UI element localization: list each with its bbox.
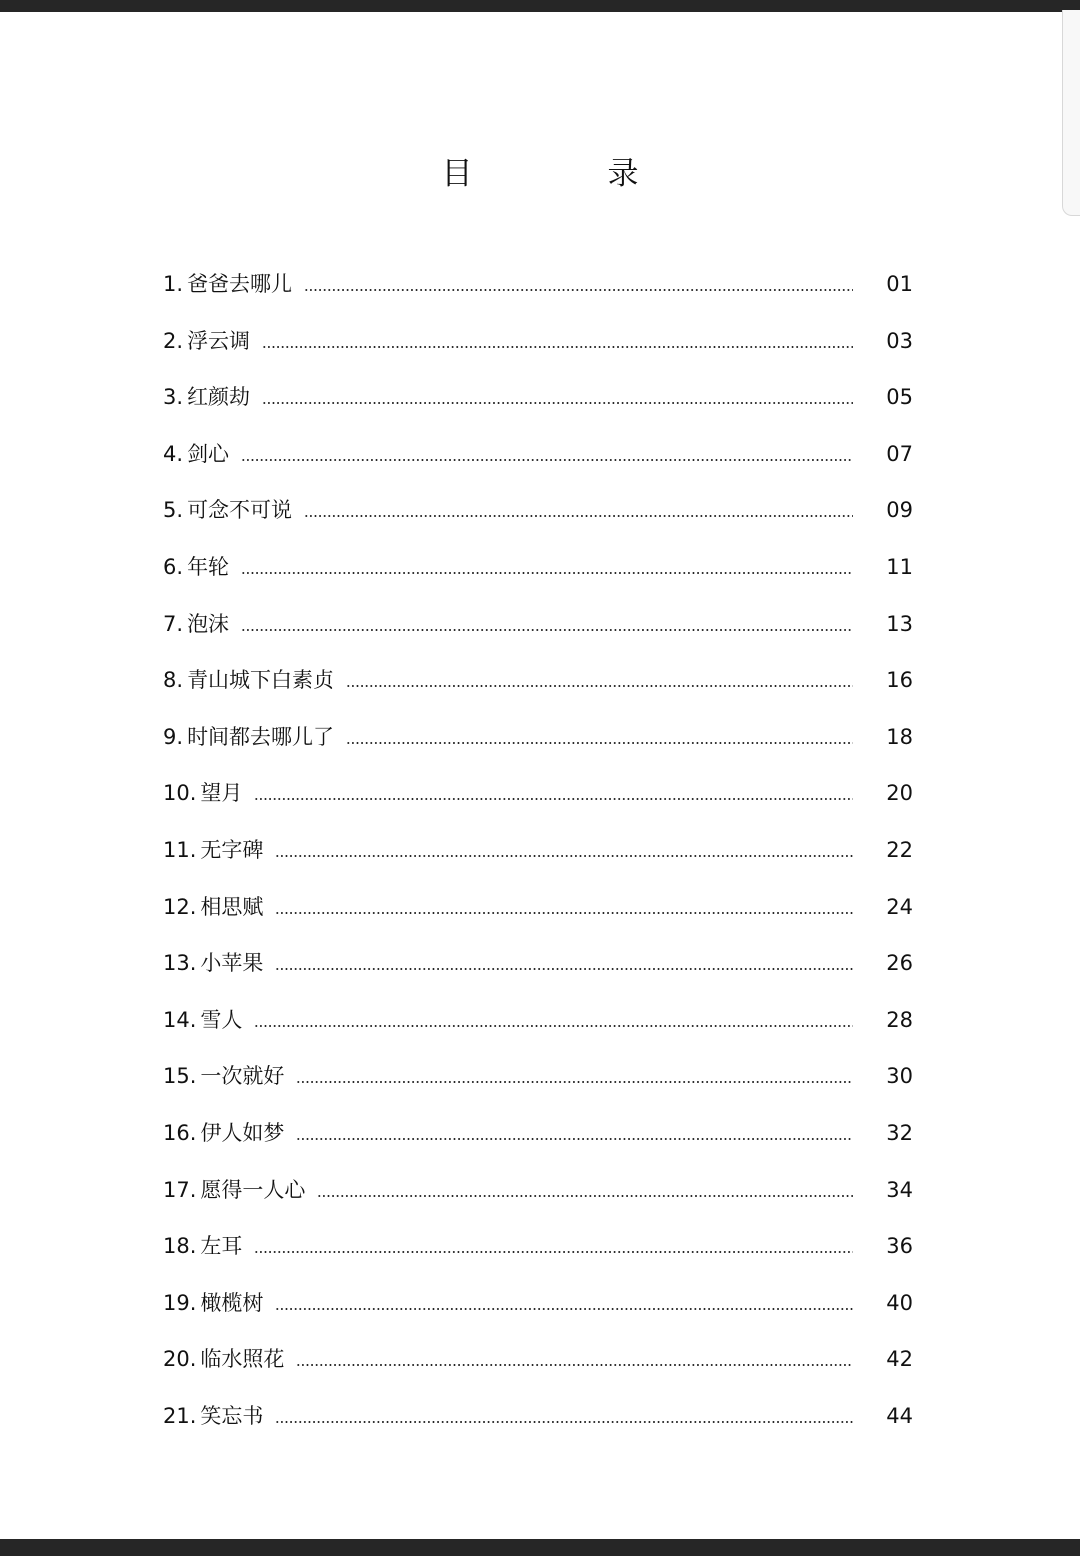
toc-dot-leader [296,1364,853,1366]
toc-entry-separator: . [176,724,184,749]
toc-entry[interactable] [163,777,913,809]
toc-entry[interactable] [163,381,913,413]
toc-entry-title: 青山城下白素贞 [187,668,335,693]
toc-dot-leader [241,572,853,574]
toc-dot-leader [241,459,853,461]
toc-entry[interactable] [163,1230,913,1262]
toc-entry[interactable] [163,1287,913,1319]
toc-dot-leader [346,685,853,687]
toc-entry-number: 19 [163,1290,190,1315]
toc-entry-separator: . [189,1347,197,1372]
toc-entry-separator: . [189,1404,197,1428]
toc-entry-title: 可念不可说 [187,498,293,523]
toc-entry-separator: . [176,555,184,579]
toc-entry-number: 13 [163,951,190,976]
toc-entry-number: 20 [163,1347,190,1372]
toc-entry-title: 一次就好 [200,1064,285,1089]
toc-entry-separator: . [176,272,184,296]
toc-entry-separator: . [189,951,197,976]
toc-dot-leader [304,289,853,291]
toc-entry[interactable] [163,494,913,526]
toc-entry-number: 11 [163,838,190,862]
toc-entry-separator: . [189,1290,197,1315]
toc-entry-page: 16 [886,668,913,693]
toc-dot-leader [275,912,853,914]
toc-entry-number: 1 [163,272,177,296]
toc-entry-title: 相思赋 [200,894,264,919]
toc-entry-page: 22 [886,838,913,862]
toc-dot-leader [262,402,853,404]
toc-dot-leader [275,855,853,857]
toc-entry-number: 3 [163,385,177,410]
toc-entry-title: 小苹果 [200,951,264,976]
toc-entry-separator: . [176,328,184,353]
toc-entry-title: 浮云调 [187,328,251,353]
toc-entry-title: 红颜劫 [187,385,251,410]
toc-entry-number: 7 [163,611,177,636]
toc-entry-page: 20 [886,781,913,806]
bottom-dark-bar [0,1539,1080,1556]
toc-dot-leader [296,1138,853,1140]
toc-entry-separator: . [189,1121,197,1145]
toc-entry-title: 左耳 [200,1234,243,1259]
toc-entry-separator: . [189,894,197,919]
toc-entry[interactable] [163,834,913,866]
toc-dot-leader [241,629,853,631]
toc-entry-number: 6 [163,555,177,579]
toc-entry-number: 18 [163,1234,190,1259]
toc-dot-leader [317,1195,853,1197]
toc-dot-leader [275,968,853,970]
toc-entry-title: 伊人如梦 [200,1121,285,1145]
toc-entry-number: 2 [163,328,177,353]
toc-entry-title: 愿得一人心 [200,1177,306,1202]
toc-entry-title: 时间都去哪儿了 [187,724,335,749]
toc-entry[interactable] [163,947,913,979]
toc-entry-title: 爸爸去哪儿 [187,272,293,296]
toc-entry[interactable] [163,664,913,696]
toc-entry-page: 44 [886,1404,913,1428]
toc-entry-separator: . [189,1234,197,1259]
toc-entry[interactable] [163,1343,913,1375]
toc-entry-separator: . [176,441,184,466]
toc-entry-number: 12 [163,894,190,919]
toc-dot-leader [346,742,853,744]
toc-entry-page: 18 [886,724,913,749]
toc-entry[interactable] [163,438,913,470]
toc-dot-leader [304,515,853,517]
toc-entry-page: 13 [886,611,913,636]
toc-entry-page: 34 [886,1177,913,1202]
toc-entry-separator: . [189,781,197,806]
toc-entry-page: 30 [886,1064,913,1089]
toc-entry-separator: . [189,1007,197,1032]
toc-dot-leader [254,1025,853,1027]
toc-entry-separator: . [189,838,197,862]
toc-entry-page: 24 [886,894,913,919]
toc-entry-number: 10 [163,781,190,806]
toc-entry-page: 28 [886,1007,913,1032]
toc-entry-title: 剑心 [187,441,230,466]
page-title: 目 录 [441,156,691,192]
toc-entry-number: 8 [163,668,177,693]
toc-entry[interactable] [163,1117,913,1149]
toc-entry[interactable] [163,1400,913,1432]
toc-entry[interactable] [163,268,913,300]
toc-entry[interactable] [163,551,913,583]
toc-entry-page: 01 [886,272,913,296]
toc-entry-number: 21 [163,1404,190,1428]
toc-dot-leader [254,798,853,800]
toc-entry-page: 09 [886,498,913,523]
top-dark-bar [0,0,1080,12]
toc-entry-separator: . [176,385,184,410]
toc-dot-leader [275,1308,853,1310]
toc-entry-page: 07 [886,441,913,466]
toc-entry-separator: . [189,1177,197,1202]
toc-entry-number: 16 [163,1121,190,1145]
toc-entry-separator: . [176,498,184,523]
toc-entry-page: 26 [886,951,913,976]
toc-entry[interactable] [163,325,913,357]
toc-entry-title: 年轮 [187,555,230,579]
toc-entry[interactable] [163,1060,913,1092]
toc-entry-page: 32 [886,1121,913,1145]
toc-entry-title: 雪人 [200,1007,243,1032]
toc-entry-page: 42 [886,1347,913,1372]
toc-entry-page: 05 [886,385,913,410]
toc-entry[interactable] [163,891,913,923]
toc-entry-title: 无字碑 [200,838,264,862]
toc-entry-title: 临水照花 [200,1347,285,1372]
toc-entry-title: 泡沫 [187,611,230,636]
toc-dot-leader [254,1251,853,1253]
toc-entry[interactable] [163,1004,913,1036]
toc-entry-title: 橄榄树 [200,1290,264,1315]
toc-entry-number: 9 [163,724,177,749]
toc-entry-title: 笑忘书 [200,1404,264,1428]
toc-entry-number: 14 [163,1007,190,1032]
toc-dot-leader [275,1421,853,1423]
toc-entry-title: 望月 [200,781,243,806]
toc-entry-page: 03 [886,328,913,353]
toc-entry-page: 11 [886,555,913,579]
toc-entry-number: 4 [163,441,177,466]
toc-entry-page: 36 [886,1234,913,1259]
toc-entry-separator: . [189,1064,197,1089]
toc-entry-number: 5 [163,498,177,523]
toc-entry-separator: . [176,611,184,636]
toc-entry[interactable] [163,1174,913,1206]
toc-entry-number: 17 [163,1177,190,1202]
toc-entry[interactable] [163,608,913,640]
toc-entry-number: 15 [163,1064,190,1089]
toc-dot-leader [296,1081,853,1083]
toc-entry-page: 40 [886,1290,913,1315]
toc-entry-separator: . [176,668,184,693]
toc-entry[interactable] [163,721,913,753]
toc-dot-leader [262,346,853,348]
